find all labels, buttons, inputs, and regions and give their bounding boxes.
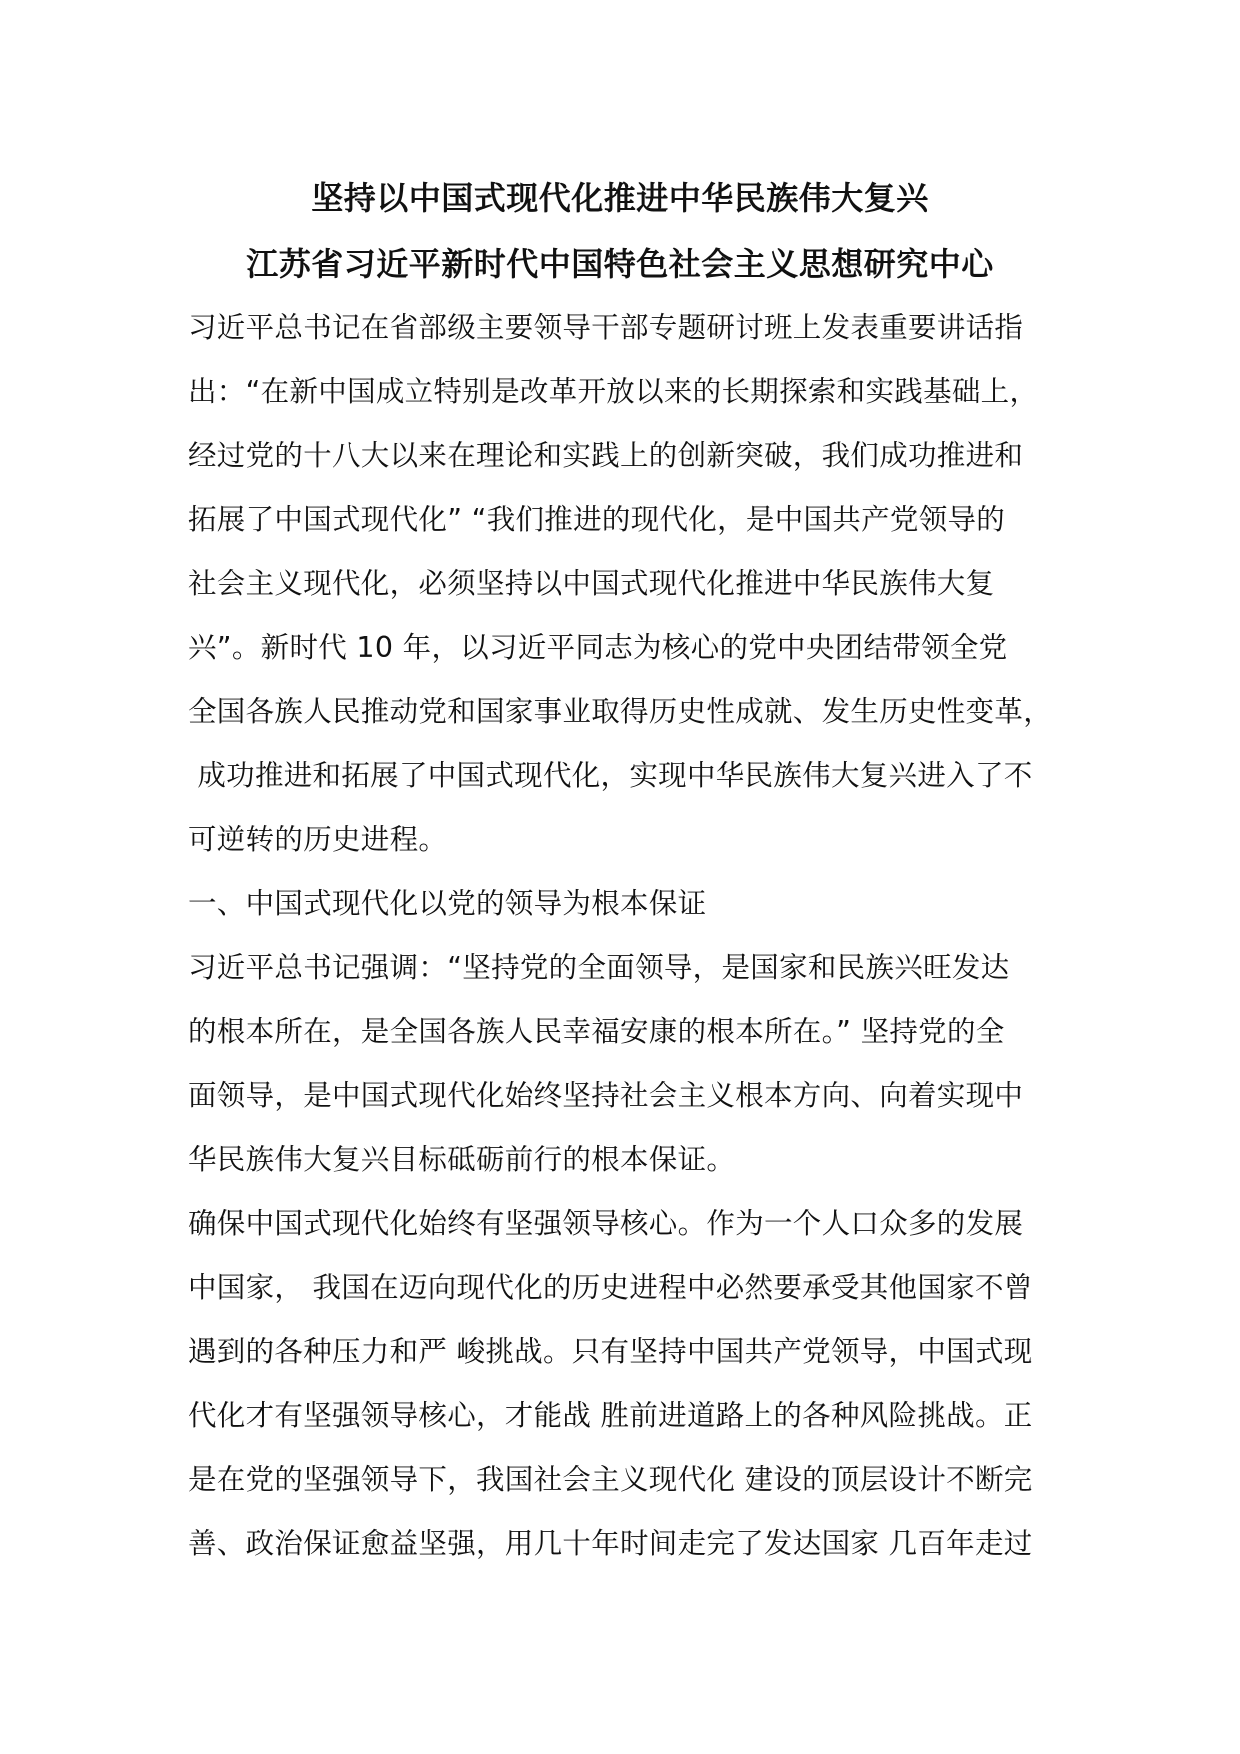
body-line: 善、政治保证愈益坚强，用几十年时间走完了发达国家 几百年走过: [188, 1527, 1033, 1560]
body-line: 是在党的坚强领导下，我国社会主义现代化 建设的顶层设计不断完: [188, 1463, 1033, 1496]
document-title: 坚持以中国式现代化推进中华民族伟大复兴: [311, 179, 929, 217]
body-line: 社会主义现代化，必须坚持以中国式现代化推进中华民族伟大复: [188, 567, 995, 600]
document-subtitle-author: 江苏省习近平新时代中国特色社会主义思想研究中心: [246, 245, 994, 283]
body-line: 确保中国式现代化始终有坚强领导核心。作为一个人口众多的发展: [188, 1207, 1024, 1240]
body-line: 中国家， 我国在迈向现代化的历史进程中必然要承受其他国家不曾: [188, 1271, 1033, 1304]
body-line: 拓展了中国式现代化” “我们推进的现代化，是中国共产党领导的: [188, 503, 1006, 536]
body-line: 出：“在新中国成立特别是改革开放以来的长期探索和实践基础上，: [188, 375, 1039, 408]
body-line: 全国各族人民推动党和国家事业取得历史性成就、发生历史性变革，: [188, 695, 1053, 728]
body-line: 经过党的十八大以来在理论和实践上的创新突破，我们成功推进和: [188, 439, 1024, 472]
body-line: 的根本所在，是全国各族人民幸福安康的根本所在。” 坚持党的全: [188, 1015, 1005, 1048]
body-line: 代化才有坚强领导核心，才能战 胜前进道路上的各种风险挑战。正: [188, 1399, 1033, 1432]
body-line: 面领导，是中国式现代化始终坚持社会主义根本方向、向着实现中: [188, 1079, 1024, 1112]
body-line: 可逆转的历史进程。: [188, 823, 448, 856]
body-line: 兴”。新时代 10 年，以习近平同志为核心的党中央团结带领全党: [188, 631, 1008, 664]
body-line: 成功推进和拓展了中国式现代化，实现中华民族伟大复兴进入了不: [188, 759, 1033, 792]
body-line: 华民族伟大复兴目标砥砺前行的根本保证。: [188, 1143, 736, 1176]
body-line: 习近平总书记强调：“坚持党的全面领导，是国家和民族兴旺发达: [188, 951, 1010, 984]
body-line: 习近平总书记在省部级主要领导干部专题研讨班上发表重要讲话指: [188, 311, 1024, 344]
section-heading: 一、中国式现代化以党的领导为根本保证: [188, 887, 707, 920]
body-line: 遇到的各种压力和严 峻挑战。只有坚持中国共产党领导，中国式现: [188, 1335, 1033, 1368]
